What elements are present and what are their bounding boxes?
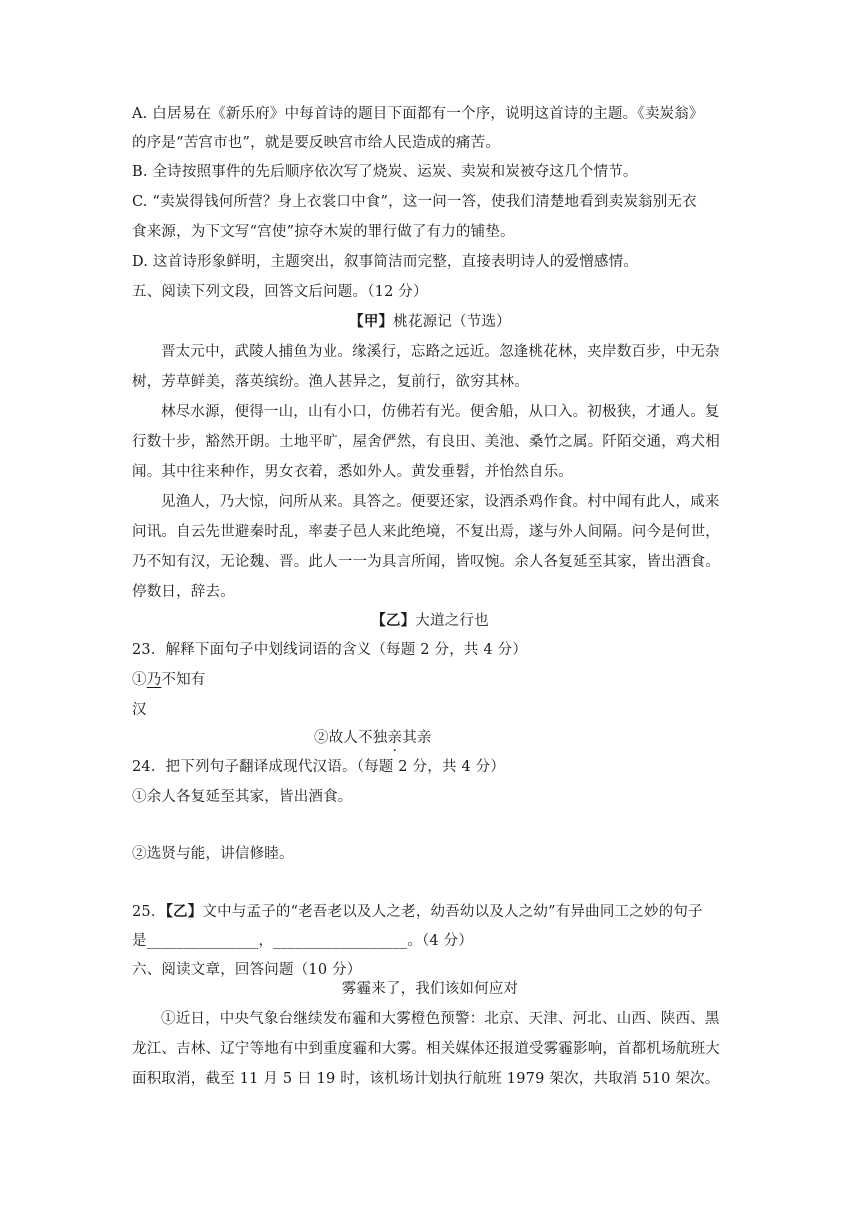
choice-d-line-1: D. 这首诗形象鲜明，主题突出，叙事简洁而完整，直接表明诗人的爱憎感情。 — [132, 254, 639, 270]
passage-jia-p2-line-2: 行数十步，豁然开朗。土地平旷，屋舍俨然，有良田、美池、桑竹之属。阡陌交通，鸡犬相 — [132, 434, 720, 450]
question-24-item-2: ②选贤与能，讲信修睦。 — [132, 846, 294, 862]
section-6-title: 六、阅读文章，回答问题（10 分） — [132, 962, 362, 978]
passage-jia-p1-line-2: 树，芳草鲜美，落英缤纷。渔人甚异之，复前行，欲穷其林。 — [132, 374, 529, 390]
passage-jia-p2-line-3: 闻。其中往来种作，男女衣着，悉如外人。黄发垂髫，并怡然自乐。 — [132, 464, 573, 480]
question-25-line-2 — [132, 931, 473, 951]
choice-c-line-2: 食来源，为下文写“宫使”掠夺木炭的罪行做了有力的铺垫。 — [132, 224, 515, 240]
q25-number: 25． — [132, 904, 166, 920]
passage-jia-p1-line-1: 晋太元中，武陵人捕鱼为业。缘溪行，忘路之远近。忽逢桃花林，夹岸数百步，中无杂 — [161, 344, 720, 360]
passage-jia-title: 桃花源记（节选） — [393, 314, 511, 330]
choice-a-line-2: 的序是“苦宫市也”，就是要反映宫市给人民造成的痛苦。 — [132, 135, 501, 151]
passage-yi-title: 大道之行也 — [415, 613, 489, 629]
passage-jia-bracket: 【甲】 — [349, 314, 394, 330]
q23-item1-rest: 不知有 — [161, 672, 206, 688]
question-25-line-1 — [132, 902, 703, 922]
q23-item1-prefix: ① — [132, 672, 147, 688]
q25-end: 。（4 分） — [407, 933, 474, 949]
passage-yi-heading — [132, 611, 728, 631]
article-title: 雾霾来了，我们该如何应对 — [341, 981, 519, 997]
section-5-title: 五、阅读下列文段，回答文后问题。（12 分） — [132, 284, 428, 300]
question-24-stem: 24．把下列句子翻译成现代汉语。（每题 2 分，共 4 分） — [132, 759, 506, 775]
article-p1-line-1: ①近日，中央气象台继续发布霾和大雾橙色预警：北京、天津、河北、山西、陕西、黑 — [161, 1011, 720, 1027]
question-23-item-2 — [314, 728, 432, 748]
question-23-item-1 — [132, 670, 206, 690]
q25-line2-start: 是 — [132, 933, 147, 949]
q25-answer-blank-2[interactable]: __________________ — [273, 933, 408, 949]
passage-jia-p2-line-1: 林尽水源，便得一山，山有小口，仿佛若有光。便舍船，从口入。初极狭，才通人。复 — [161, 404, 720, 420]
q23-item2-dotted-word: 亲 — [387, 730, 403, 746]
question-23-stem: 23．解释下面句子中划线词语的含义（每题 2 分，共 4 分） — [132, 642, 528, 658]
passage-jia-heading — [132, 312, 728, 332]
choice-a-line-1: A. 白居易在《新乐府》中每首诗的题目下面都有一个序，说明这首诗的主题。《卖炭翁》 — [132, 106, 704, 122]
passage-jia-p3-line-1: 见渔人，乃大惊，问所从来。具答之。便要还家，设酒杀鸡作食。村中闻有此人，咸来 — [161, 494, 720, 510]
q23-item1-underlined-word: 乃 — [146, 672, 162, 688]
passage-jia-p3-line-3: 乃不知有汉，无论魏、晋。此人一一为具言所闻，皆叹惋。余人各复延至其家，皆出酒食。 — [132, 554, 720, 570]
passage-yi-bracket: 【乙】 — [371, 613, 416, 629]
choice-c-line-1: C. “卖炭得钱何所营？身上衣裳口中食”，这一问一答，使我们清楚地看到卖炭翁别无衣 — [132, 194, 697, 210]
q23-item2-rest: 其亲 — [402, 730, 432, 746]
q25-stem: 文中与孟子的“老吾老以及人之老，幼吾幼以及人之幼”有异曲同工之妙的句子 — [202, 904, 703, 920]
q25-answer-blank-1[interactable]: _______________ — [146, 933, 259, 949]
article-p1-line-2: 龙江、吉林、辽宁等地有中到重度霾和大雾。相关媒体还报道受雾霾影响，首都机场航班大 — [132, 1041, 720, 1057]
q25-bracket: 【乙】 — [165, 904, 203, 920]
q25-comma: ， — [258, 933, 274, 949]
question-23-item-1-wrap: 汉 — [132, 702, 147, 718]
q23-item2-prefix: ②故人不独 — [314, 730, 388, 746]
question-24-item-1: ①余人各复延至其家，皆出酒食。 — [132, 789, 353, 805]
article-p1-line-3: 面积取消，截至 11 月 5 日 19 时，该机场计划执行航班 1979 架次，共取消 510 架次。 — [132, 1071, 720, 1087]
passage-jia-p3-line-4: 停数日，辞去。 — [132, 584, 235, 600]
passage-jia-p3-line-2: 问讯。自云先世避秦时乱，率妻子邑人来此绝境，不复出焉，遂与外人间隔。问今是何世， — [132, 524, 720, 540]
choice-b-line-1: B. 全诗按照事件的先后顺序依次写了烧炭、运炭、卖炭和炭被夺这几个情节。 — [132, 164, 638, 180]
